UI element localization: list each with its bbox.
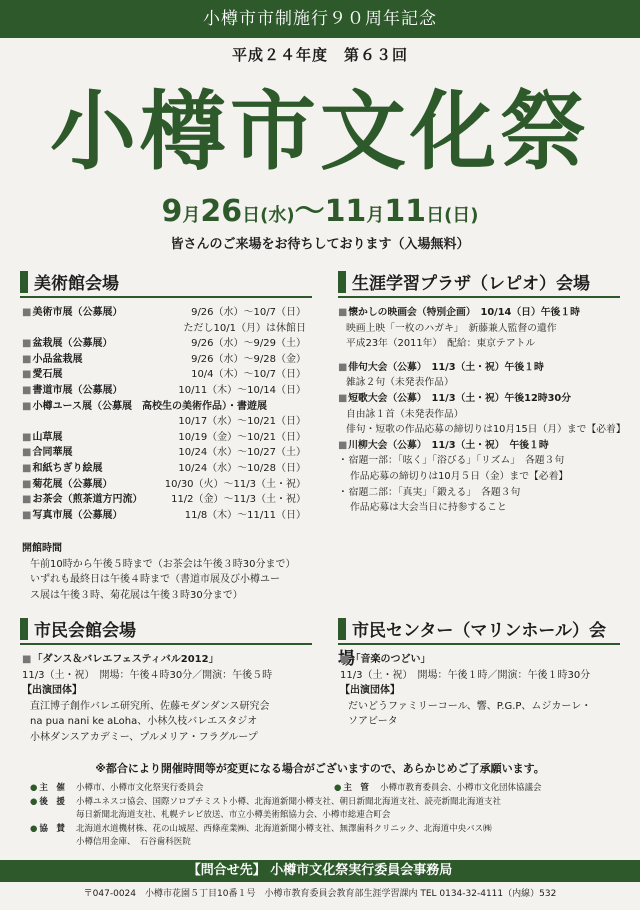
festival-title: 小樽市文化祭 bbox=[50, 82, 590, 182]
exhibit-name: ■ 愛石展 bbox=[22, 367, 62, 383]
civic-hall-heading bbox=[20, 617, 312, 645]
exhibit-date: 11/2（金）〜11/3（土・祝） bbox=[171, 494, 306, 506]
day-unit: 日 bbox=[242, 205, 261, 226]
exhibit-row bbox=[22, 352, 306, 368]
section-marker bbox=[338, 618, 346, 640]
plaza-heading-text: 生涯学習プラザ（レピオ）会場 bbox=[352, 274, 590, 294]
event-title: ■ 川柳大会（公募） 11/3（土・祝） 午後１時 bbox=[338, 438, 628, 454]
exhibit-date: 10/24（水）〜10/28（日） bbox=[178, 462, 306, 474]
group-line: ソアビータ bbox=[348, 716, 398, 728]
exhibit-row bbox=[22, 492, 306, 508]
exhibit-name: ■ 和紙ちぎり絵展 bbox=[22, 461, 102, 477]
civic-hall-time: 11/3（土・祝） 開場：午後４時30分／開演：午後５時 bbox=[22, 669, 273, 681]
day-unit: 日 bbox=[426, 205, 445, 226]
exhibit-date: 9/26（水）〜9/28（金） bbox=[191, 353, 306, 365]
exhibit-row bbox=[22, 430, 306, 446]
event-title: ■ 俳句大会（公募） 11/3（土・祝）午後１時 bbox=[338, 360, 628, 376]
museum-hours bbox=[22, 541, 314, 603]
civic-hall-details bbox=[22, 652, 322, 746]
exhibit-name: ■ 小樽ユース展（公募展 高校生の美術作品）・書遊展 bbox=[22, 399, 267, 415]
credit-label: ● 主 催 bbox=[30, 782, 76, 796]
section-marker bbox=[20, 618, 28, 640]
month-unit: 月 bbox=[366, 205, 385, 226]
event-detail: 作品応募の締切りは10月５日（金）まで【必着】 bbox=[350, 470, 569, 482]
start-weekday: (水) bbox=[260, 205, 295, 226]
edition-label: 平成２４年度 第６３回 bbox=[231, 46, 408, 64]
credit-row-support bbox=[30, 796, 620, 810]
exhibit-date: 11/8（木）〜11/11（日） bbox=[184, 509, 306, 521]
credit-row-support-cont bbox=[30, 809, 620, 823]
exhibit-row bbox=[22, 383, 306, 399]
event-detail: ・ 宿題一部：「呟く」「浴びる」「リズム」 各題３句 bbox=[338, 453, 628, 469]
exhibit-row bbox=[22, 336, 306, 352]
exhibit-row bbox=[22, 305, 306, 321]
start-day: 26 bbox=[200, 194, 243, 229]
spacer bbox=[338, 352, 628, 360]
credit-row-organizer bbox=[30, 782, 620, 796]
plaza-schedule bbox=[338, 305, 628, 516]
civic-center-details bbox=[340, 652, 626, 730]
exhibit-name: ■ 盆栽展（公募展） bbox=[22, 336, 112, 352]
exhibit-name: ■ 書道市展（公募展） bbox=[22, 383, 122, 399]
credit-value: 小樽市教育委員会、小樽市文化団体協議会 bbox=[380, 783, 542, 793]
group-line: 直江博子創作バレエ研究所、佐藤モダンダンス研究会 bbox=[30, 700, 270, 712]
exhibit-name: ■ 小品盆栽展 bbox=[22, 352, 82, 368]
contact-label: 【問合せ先】 bbox=[187, 863, 266, 878]
schedule-note: 10/17（水）〜10/21（日） bbox=[178, 416, 306, 428]
credit-value: 小樽ユネスコ協会、国際ソロプチミスト小樽、北海道新聞小樽支社、朝日新聞北海道支社、読売新聞北海道支社 bbox=[76, 796, 502, 807]
hours-line: 午前10時から午後５時まで（お茶会は午後３時30分まで） bbox=[30, 558, 296, 570]
end-weekday: (日) bbox=[444, 205, 479, 226]
contact-banner bbox=[0, 860, 640, 882]
civic-hall-heading-text: 市民会館会場 bbox=[34, 621, 136, 641]
schedule-note: ただし10/1（月）は休館日 bbox=[183, 322, 306, 334]
exhibit-name: ■ 菊花展（公募展） bbox=[22, 477, 112, 493]
change-notice: ※都合により開催時間等が変更になる場合がございますので、あらかじめご了承願います。 bbox=[95, 762, 545, 775]
museum-heading-text: 美術館会場 bbox=[34, 274, 119, 294]
hours-line: いずれも最終日は午後４時まで（書道市展及び小樽ユー bbox=[30, 574, 280, 586]
exhibit-row bbox=[22, 508, 306, 524]
exhibit-row bbox=[22, 477, 306, 493]
civic-center-event: ■ 「音楽のつどい」 bbox=[340, 652, 626, 668]
credit-row-cooperation-cont bbox=[30, 836, 620, 850]
civic-hall-event: ■ 「ダンス＆バレエフェスティバル2012」 bbox=[22, 652, 322, 668]
group-line: だいどうファミリーコール、響、P.G.P、ムジカーレ・ bbox=[348, 700, 592, 712]
event-detail: 作品応募は大会当日に持参すること bbox=[350, 502, 507, 514]
exhibit-name: ■ 美術市展（公募展） bbox=[22, 305, 122, 321]
exhibit-row bbox=[22, 399, 306, 415]
credit-value: 北海道水道機材株、花の山城屋、西條産業㈱、北海道新聞小樽支社、無澤歯科クリニック、北海道中央バス㈱ bbox=[76, 823, 492, 834]
credit-row-cooperation bbox=[30, 823, 620, 837]
section-marker bbox=[338, 271, 346, 293]
contact-address: 〒047-0024 小樽市花園５丁目10番１号 小樽市教育委員会教育部生涯学習課内 TEL 0134-32-4111（内線）532 bbox=[83, 889, 557, 899]
event-detail: 映画上映「一枚のハガキ」 新藤兼人監督の遺作 bbox=[346, 322, 557, 334]
exhibit-name: ■ 写真市展（公募展） bbox=[22, 508, 122, 524]
plaza-heading bbox=[338, 270, 620, 298]
museum-schedule bbox=[22, 305, 306, 523]
civic-center-heading-text: 市民センター（マリンホール）会場 bbox=[338, 621, 606, 669]
exhibit-date: 9/26（水）〜9/29（土） bbox=[191, 338, 306, 350]
exhibit-name: ■ 山草展 bbox=[22, 430, 62, 446]
event-title: ■ 懐かしの映画会（特別企画） 10/14（日）午後１時 bbox=[338, 305, 628, 321]
credits bbox=[30, 782, 620, 850]
exhibit-date: 10/11（木）〜10/14（日） bbox=[178, 384, 306, 396]
end-day: 11 bbox=[384, 194, 427, 229]
event-title: ■ 短歌大会（公募） 11/3（土・祝）午後12時30分 bbox=[338, 391, 628, 407]
museum-heading bbox=[20, 270, 312, 298]
credit-value: 小樽信用金庫、 石谷歯科医院 bbox=[76, 837, 191, 847]
event-detail: 自由詠１首（未発表作品） bbox=[346, 408, 464, 420]
end-month: 11 bbox=[324, 194, 367, 229]
month-unit: 月 bbox=[182, 205, 201, 226]
exhibit-row bbox=[22, 445, 306, 461]
exhibit-row bbox=[22, 461, 306, 477]
event-detail: 平成23年（2011年） 配給：東京テアトル bbox=[346, 338, 536, 350]
exhibit-date: 10/4（木）〜10/7（日） bbox=[191, 369, 306, 381]
hours-title: 開館時間 bbox=[22, 543, 62, 554]
credit-label: ● 主 管 bbox=[334, 782, 380, 796]
section-marker bbox=[20, 271, 28, 293]
date-tilde: 〜 bbox=[294, 194, 325, 229]
civic-center-time: 11/3（土・祝） 開場：午後１時／開演：午後１時30分 bbox=[340, 669, 591, 681]
event-detail: ・ 宿題二部：「真実」「鍛える」 各題３句 bbox=[338, 485, 628, 501]
hours-line: ス展は午後３時、菊花展は午後３時30分まで） bbox=[30, 589, 243, 601]
credit-label: ● 後 援 bbox=[30, 796, 76, 810]
contact-name: 小樽市文化祭実行委員会事務局 bbox=[270, 863, 453, 878]
exhibit-name: ■ お茶会（煎茶道方円流） bbox=[22, 492, 142, 508]
festival-dates bbox=[0, 192, 640, 236]
group-line: na pua nani ke aLoha、小林久枝バレエスタジオ bbox=[30, 716, 258, 728]
exhibit-date: 9/26（水）〜10/7（日） bbox=[191, 307, 306, 318]
groups-title: 【出演団体】 bbox=[22, 685, 82, 697]
exhibit-row bbox=[22, 367, 306, 383]
welcome-message: 皆さんのご来場をお待ちしております（入場無料） bbox=[170, 237, 470, 252]
exhibit-date: 10/24（水）〜10/27（土） bbox=[178, 447, 306, 459]
exhibit-date: 10/19（金）〜10/21（日） bbox=[178, 431, 306, 443]
event-detail: 雑詠２句（未発表作品） bbox=[346, 377, 454, 389]
exhibit-name: ■ 合同華展 bbox=[22, 445, 72, 461]
anniversary-banner: 小樽市市制施行９０周年記念 bbox=[0, 0, 640, 38]
credit-label: ● 協 賛 bbox=[30, 823, 76, 837]
event-detail: 俳句・短歌の作品応募の締切りは10月15日（月）まで【必着】 bbox=[346, 424, 626, 436]
credit-value: 毎日新聞北海道支社、札幌テレビ放送、市立小樽美術館協力会、小樽市総連合町会 bbox=[76, 810, 391, 820]
start-month: 9 bbox=[161, 194, 183, 229]
group-line: 小林ダンスアカデミー、プルメリア・フラグループ bbox=[30, 731, 258, 743]
exhibit-date: 10/30（火）〜11/3（土・祝） bbox=[164, 478, 306, 490]
groups-title: 【出演団体】 bbox=[340, 685, 400, 697]
credit-value: 小樽市、小樽市文化祭実行委員会 bbox=[76, 783, 204, 793]
